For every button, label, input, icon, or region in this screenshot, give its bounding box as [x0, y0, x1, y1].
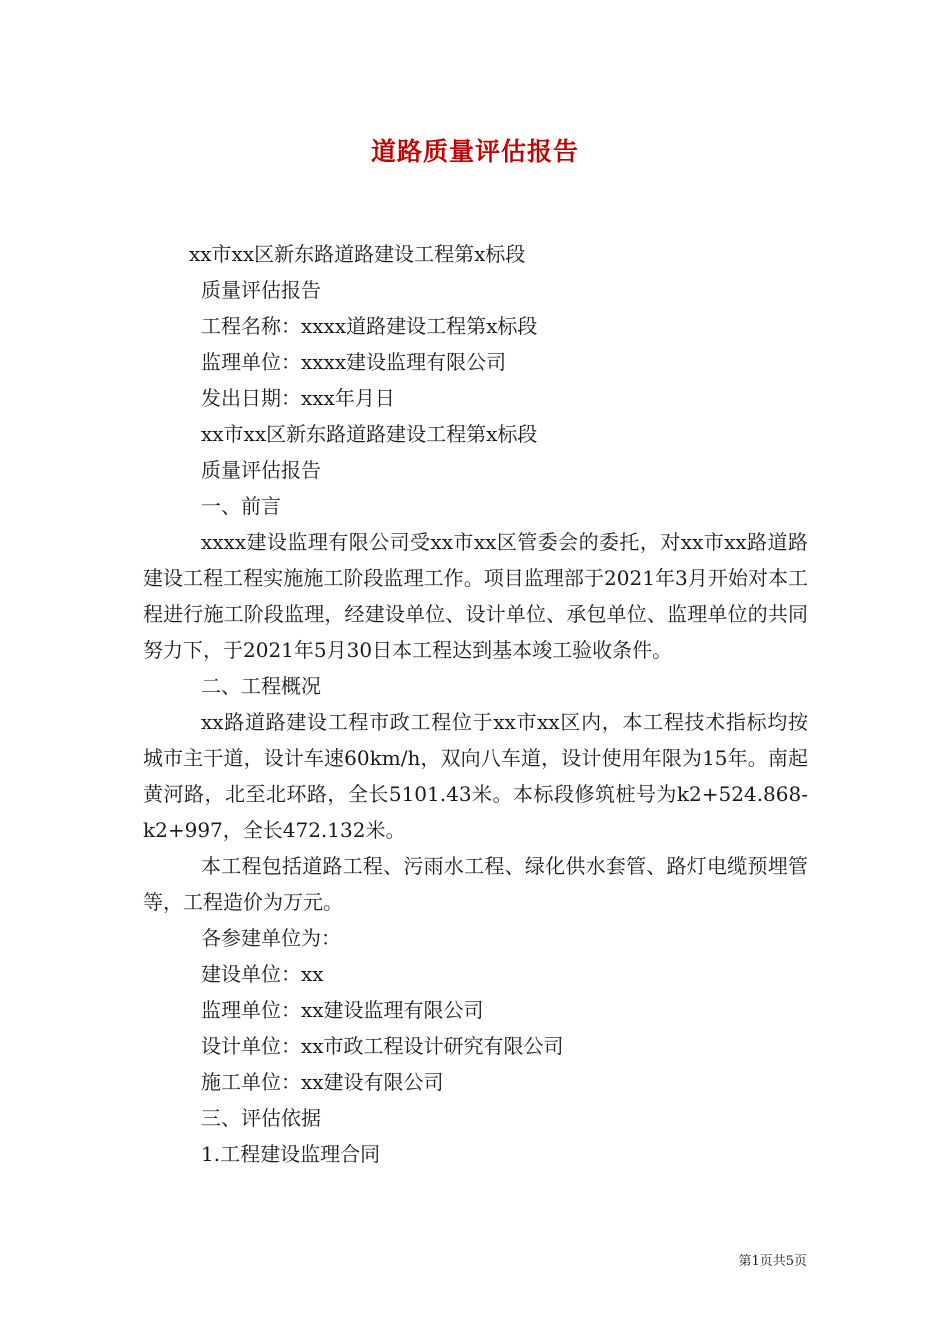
- section-heading-overview: 二、工程概况: [201, 674, 321, 698]
- participant-item: 建设单位：xx: [201, 962, 324, 986]
- participants-intro: 各参建单位为：: [201, 926, 341, 950]
- supervisor-line: 监理单位：xxxx建设监理有限公司: [201, 350, 507, 374]
- project-name-line: 工程名称：xxxx道路建设工程第x标段: [201, 314, 538, 338]
- header-line: xx市xx区新东路道路建设工程第x标段: [189, 242, 526, 266]
- section-heading-preface: 一、前言: [201, 494, 281, 518]
- page-number: 第1页共5页: [738, 1254, 807, 1269]
- overview-paragraph: xx路道路建设工程市政工程位于xx市xx区内，本工程技术指标均按城市主干道，设计车速60km/h，双向八车道，设计使用年限为15年。南起黄河路，北至北环路，全长5101.43米。本标段修筑桩号为k2+524.868-k2+997，全长472.132米。: [143, 710, 808, 842]
- issue-date-line: 发出日期：xxx年月日: [201, 386, 395, 410]
- preface-paragraph: xxxx建设监理有限公司受xx市xx区管委会的委托，对xx市xx路道路建设工程工程实施施工阶段监理工作。项目监理部于2021年3月开始对本工程进行施工阶段监理，经建设单位、设计单位、承包单位、监理单位的共同努力下，于2021年5月30日本工程达到基本竣工验收条件。: [143, 530, 808, 662]
- participant-item: 施工单位：xx建设有限公司: [201, 1070, 444, 1094]
- document-title: 道路质量评估报告: [370, 137, 579, 166]
- header-line: 质量评估报告: [201, 278, 321, 302]
- basis-item: 1.工程建设监理合同: [201, 1142, 381, 1166]
- document-body: [143, 236, 808, 1172]
- section-heading-basis: 三、评估依据: [201, 1106, 321, 1130]
- header-line: 质量评估报告: [201, 458, 321, 482]
- scope-paragraph: 本工程包括道路工程、污雨水工程、绿化供水套管、路灯电缆预埋管等，工程造价为万元。: [143, 854, 808, 914]
- header-line: xx市xx区新东路道路建设工程第x标段: [201, 422, 538, 446]
- participant-item: 监理单位：xx建设监理有限公司: [201, 998, 484, 1022]
- participant-item: 设计单位：xx市政工程设计研究有限公司: [201, 1034, 564, 1058]
